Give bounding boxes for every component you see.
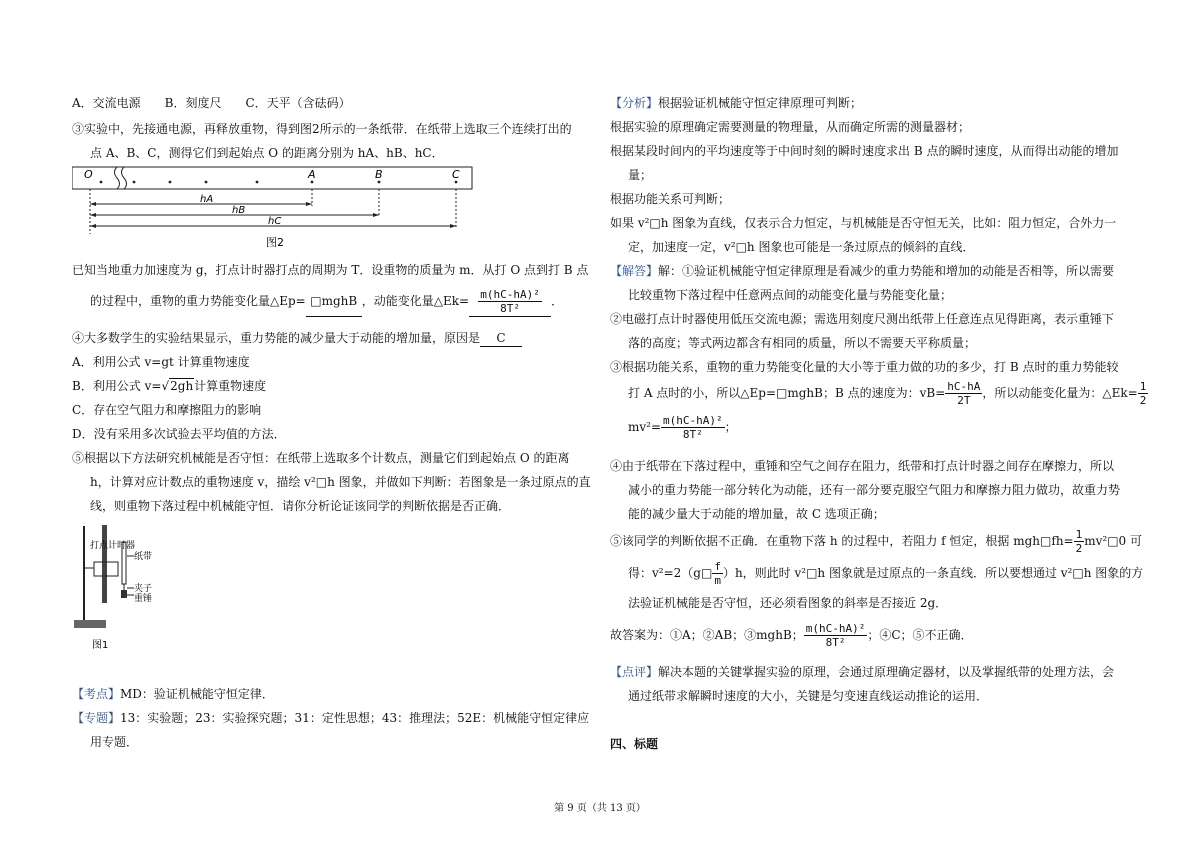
weight-label: 重锤 [134,594,153,604]
zhuanti-line-2: 用专题． [90,735,139,749]
analysis-line-5: 根据功能关系可判断； [610,192,731,206]
question-3-line-2: 点 A、B、C，测得它们到起始点 O 的距离分别为 hA、hB、hC． [90,146,444,160]
solution-line-6: 打 A 点时的小，所以△Ep=□mghB；B 点的速度为：vB= $\frac{hC-hA}{2T}$ ，所以动能变化量为：△Ek= $\frac{1}{2}$ [628,380,1147,407]
solution-line-4: 落的高度；等式两边都含有相同的质量，所以不需要天平称质量； [628,336,977,350]
analysis-line-3: 根据某段时间内的平均速度等于中间时刻的瞬时速度求出 B 点的瞬时速度，从而得出动能的增加 [610,144,1119,158]
analysis-line-7: 定，加速度一定，v²□h 图象也可能是一条过原点的倾斜的直线． [628,240,975,254]
figure-1-caption: 图1 [92,640,109,651]
solution-line-11: ⑤该同学的判断依据不正确．在重物下落 h 的过程中，若阻力 f 恒定，根据 mgh□fh= $\frac{1}{2}$ mv²□0 可 [610,528,1142,555]
question-5-line-1: ⑤根据以下方法研究机械能是否守恒：在纸带上选取多个计数点，测量它们到起始点 O 的距离 [72,451,570,465]
hC-label: hC [268,216,282,227]
question-3-line-3: 已知当地重力加速度为 g，打点计时器打点的周期为 T．设重物的质量为 m．从打 O 点到打 B 点 [72,263,589,277]
option-c: C．存在空气阻力和摩擦阻力的影响 [72,403,262,417]
analysis-line-4: 量； [628,168,653,182]
solution-line-8: ④由于纸带在下落过程中，重锤和空气之间存在阻力，纸带和打点计时器之间存在摩擦力，所以 [610,459,1115,473]
section-heading: 四、标题 [610,737,659,751]
fenxi-line: 【分析】根据验证机械能守恒定律原理可判断； [610,96,863,110]
clip-label: 夹子 [134,584,153,594]
figure-2-paper-tape [72,164,482,254]
option-b: B．利用公式 v=√2gh计算重物速度 [72,379,267,393]
final-answer-line: 故答案为：①A；②AB；③mghB； $\frac{\text{m(hC-hA)²}}{\text{8T²}}$ ；④C；⑤不正确． [610,622,973,649]
point-O-label: O [84,168,93,181]
question-5-line-3: 线，则重物下落过程中机械能守恒．请你分析论证该同学的判断依据是否正确． [90,499,511,513]
solution-line-9: 减小的重力势能一部分转化为动能，还有一部分要克服空气阻力和摩擦力阻力做功，故重力势 [628,483,1121,497]
zhuanti-line-1: 【专题】13：实验题；23：实验探究题；31：定性思想；43：推理法；52E：机械能守恒定律应 [72,711,590,725]
jieda-line: 【解答】解：①验证机械能守恒定律原理是看减少的重力势能和增加的动能是否相等，所以需要 [610,264,1115,278]
analysis-line-6: 如果 v²□h 图象为直线，仅表示合力恒定，与机械能是否守恒无关，比如：阻力恒定，合外力一 [610,216,1117,230]
option-d: D．没有采用多次试验去平均值的方法． [72,427,286,441]
solution-line-3: ②电磁打点计时器使用低压交流电源；需选用刻度尺测出纸带上任意连点见得距离，表示重锤下 [610,312,1115,326]
question-3-line-1: ③实验中，先接通电源，再释放重物，得到图2所示的一条纸带．在纸带上选取三个连续打出的 [72,122,572,136]
question-5-line-2: h，计算对应计数点的重物速度 v，描绘 v²□h 图象，并做如下判断：若图象是一条过原点的直 [90,475,591,489]
comment-line-2: 通过纸带求解瞬时速度的大小，关键是匀变速直线运动推论的运用． [628,689,989,703]
answer-ek: $\frac{\text{m(hC-hA)²}}{\text{8T²}}$ [469,286,551,317]
tape-label: 纸带 [134,552,153,562]
solution-line-5: ③根据功能关系，重物的重力势能变化量的大小等于重力做的功的多少，打 B 点时的重力势能较 [610,360,1119,374]
answer-4: C [480,330,522,347]
point-A-label: A [308,168,316,181]
point-C-label: C [452,168,460,181]
option-a: A．利用公式 v=gt 计算重物速度 [72,355,250,369]
figure-2-caption: 图2 [266,236,284,249]
solution-line-2: 比较重物下落过程中任意两点间的动能变化量与势能变化量； [628,288,953,302]
solution-line-12: 得：v²=2（g□ $\frac{f}{m}$ ）h，则此时 v²□h 图象就是过原点的一条直线．所以要想通过 v²□h 图象的方 [628,560,1144,587]
solution-line-7: mv²= $\frac{\text{m(hC-hA)²}}{\text{8T²}}$ ； [628,414,737,441]
answer-ep: □mghB [306,286,362,317]
kaodian-line: 【考点】MD：验证机械能守恒定律． [72,687,274,701]
point-B-label: B [375,168,383,181]
question-4-line: ④大多数学生的实验结果显示，重力势能的减少量大于动能的增加量，原因是 C [72,330,522,347]
page-footer: 第 9 页（共 13 页） [554,803,646,814]
dianping-line: 【点评】解决本题的关键掌握实验的原理，会通过原理确定器材，以及掌握纸带的处理方法，会 [610,665,1115,679]
figure-1-apparatus [72,522,162,657]
question-3-answer-line: 的过程中，重物的重力势能变化量△Ep= □mghB ，动能变化量△Ek= $\frac{\text{m(hC-hA)²}}{\text{8T²}}$ ． [90,288,564,315]
hB-label: hB [232,205,246,216]
solution-line-10: 能的减少量大于动能的增加量，故 C 选项正确； [628,507,885,521]
analysis-line-2: 根据实验的原理确定需要测量的物理量，从而确定所需的测量器材； [610,120,971,134]
hA-label: hA [200,194,214,205]
timer-label: 打点计时器 [90,541,136,551]
answer-options-line: A．交流电源 B．刻度尺 C．天平（含砝码） [72,96,351,110]
solution-line-13: 法验证机械能是否守恒，还必须看图象的斜率是否接近 2g． [628,596,948,610]
